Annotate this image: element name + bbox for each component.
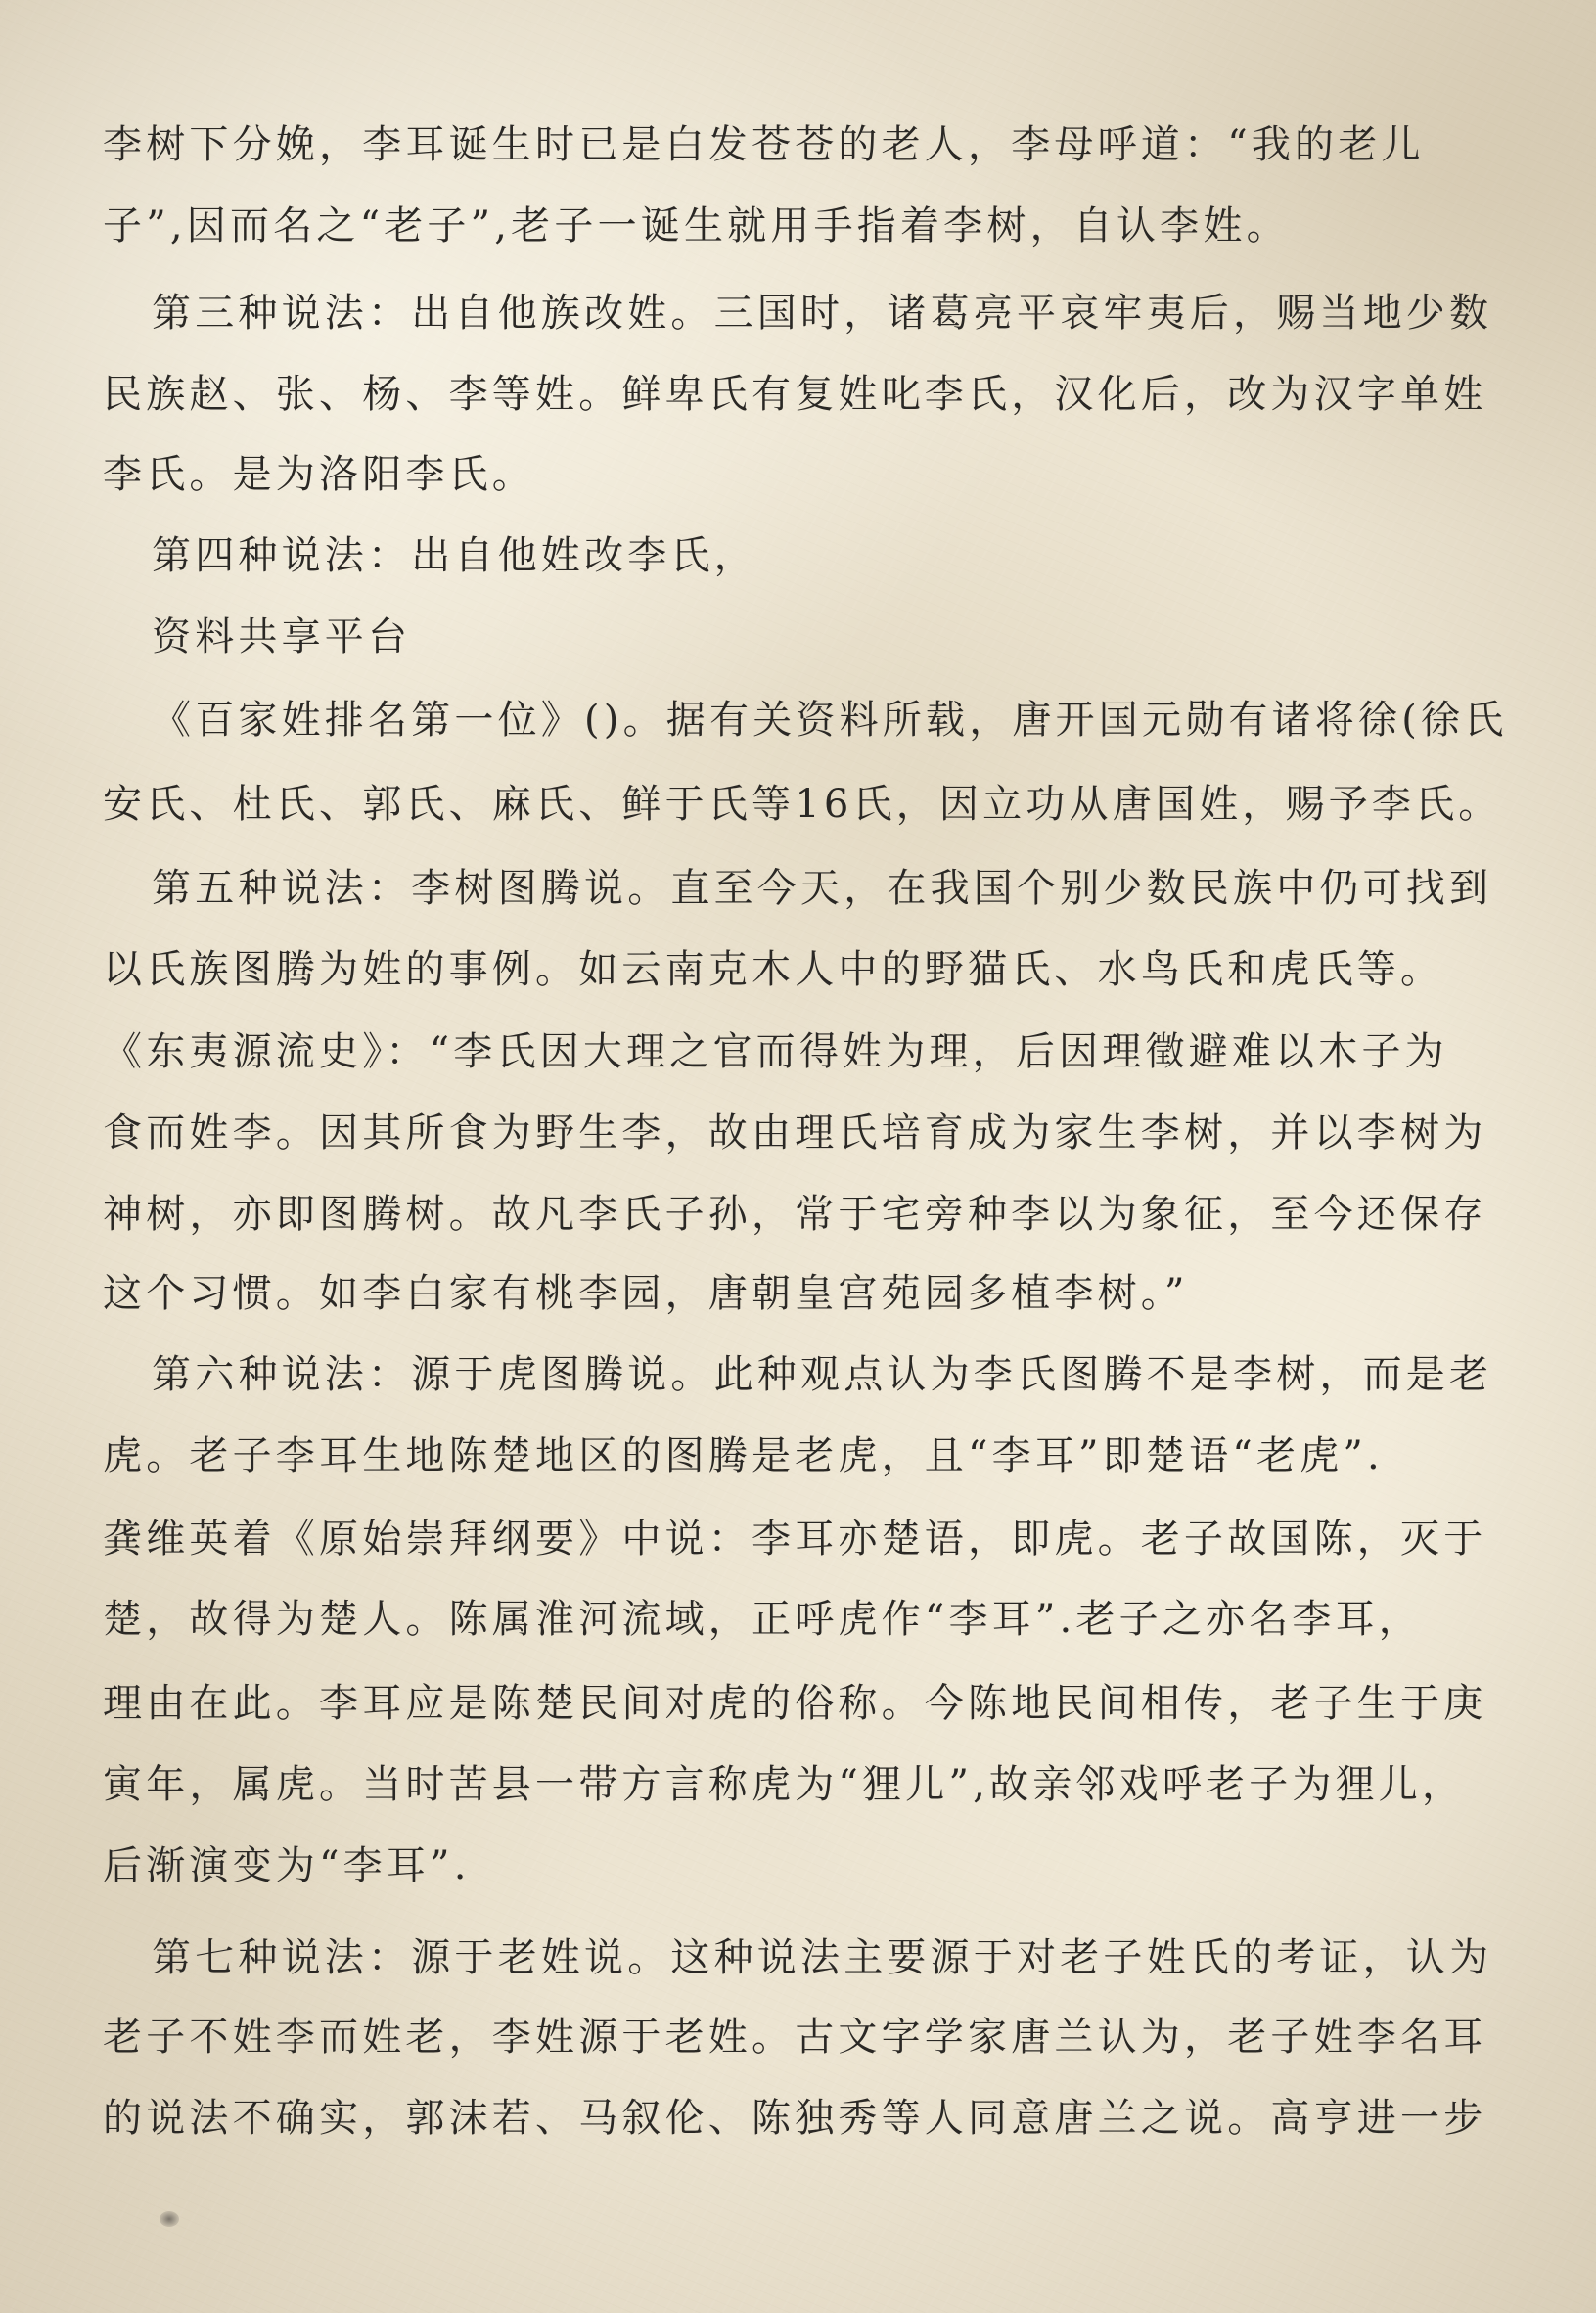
text-line: 老子不姓李而姓老，李姓源于老姓。古文字学家唐兰认为，老子姓李名耳 (103, 2015, 1487, 2060)
text-line: 楚，故得为楚人。陈属淮河流域，正呼虎作“李耳”.老子之亦名李耳， (103, 1597, 1423, 1642)
text-line: 以氏族图腾为姓的事例。如云南克木人中的野猫氏、水鸟氏和虎氏等。 (103, 947, 1444, 992)
text-line: 资料共享平台 (152, 614, 412, 659)
text-line: 民族赵、张、杨、李等姓。鲜卑氏有复姓叱李氏，汉化后，改为汉字单姓 (103, 372, 1487, 417)
text-line: 神树，亦即图腾树。故凡李氏子孙，常于宅旁种李以为象征，至今还保存 (103, 1192, 1487, 1237)
text-line: 理由在此。李耳应是陈楚民间对虎的俗称。今陈地民间相传，老子生于庚 (103, 1681, 1487, 1726)
text-line: 寅年，属虎。当时苦县一带方言称虎为“狸儿”,故亲邻戏呼老子为狸儿， (103, 1762, 1466, 1807)
text-line: 第五种说法：李树图腾说。直至今天，在我国个别少数民族中仍可找到 (152, 866, 1493, 911)
text-line: 虎。老子李耳生地陈楚地区的图腾是老虎，且“李耳”即楚语“老虎”. (103, 1433, 1384, 1478)
text-line: 子”,因而名之“老子”,老子一诞生就用手指着李树，自认李姓。 (103, 204, 1290, 249)
paper-stain (160, 2211, 179, 2227)
text-line: 《百家姓排名第一位》()。据有关资料所载，唐开国元勋有诸将徐(徐氏 (152, 698, 1508, 743)
text-line: 第三种说法：出自他族改姓。三国时，诸葛亮平哀牢夷后，赐当地少数 (152, 291, 1493, 336)
text-line: 第四种说法：出自他姓改李氏， (152, 533, 757, 578)
text-line: 安氏、杜氏、郭氏、麻氏、鲜于氏等16氏，因立功从唐国姓，赐予李氏。 (103, 782, 1502, 827)
text-line: 第七种说法：源于老姓说。这种说法主要源于对老子姓氏的考证，认为 (152, 1935, 1493, 1980)
text-line: 龚维英着《原始崇拜纲要》中说：李耳亦楚语，即虎。老子故国陈，灭于 (103, 1517, 1487, 1562)
text-line: 后渐演变为“李耳”. (103, 1843, 471, 1888)
text-line: 第六种说法：源于虎图腾说。此种观点认为李氏图腾不是李树，而是老 (152, 1352, 1493, 1397)
text-line: 《东夷源流史》：“李氏因大理之官而得姓为理，后因理徵避难以木子为 (103, 1029, 1448, 1074)
text-line: 李氏。是为洛阳李氏。 (103, 452, 535, 497)
text-line: 的说法不确实，郭沫若、马叙伦、陈独秀等人同意唐兰之说。高亨进一步 (103, 2096, 1487, 2141)
text-line: 李树下分娩，李耳诞生时已是白发苍苍的老人，李母呼道：“我的老儿 (103, 122, 1425, 167)
text-line: 食而姓李。因其所食为野生李，故由理氏培育成为家生李树，并以李树为 (103, 1111, 1487, 1156)
text-line: 这个习惯。如李白家有桃李园，唐朝皇宫苑园多植李树。” (103, 1271, 1189, 1316)
